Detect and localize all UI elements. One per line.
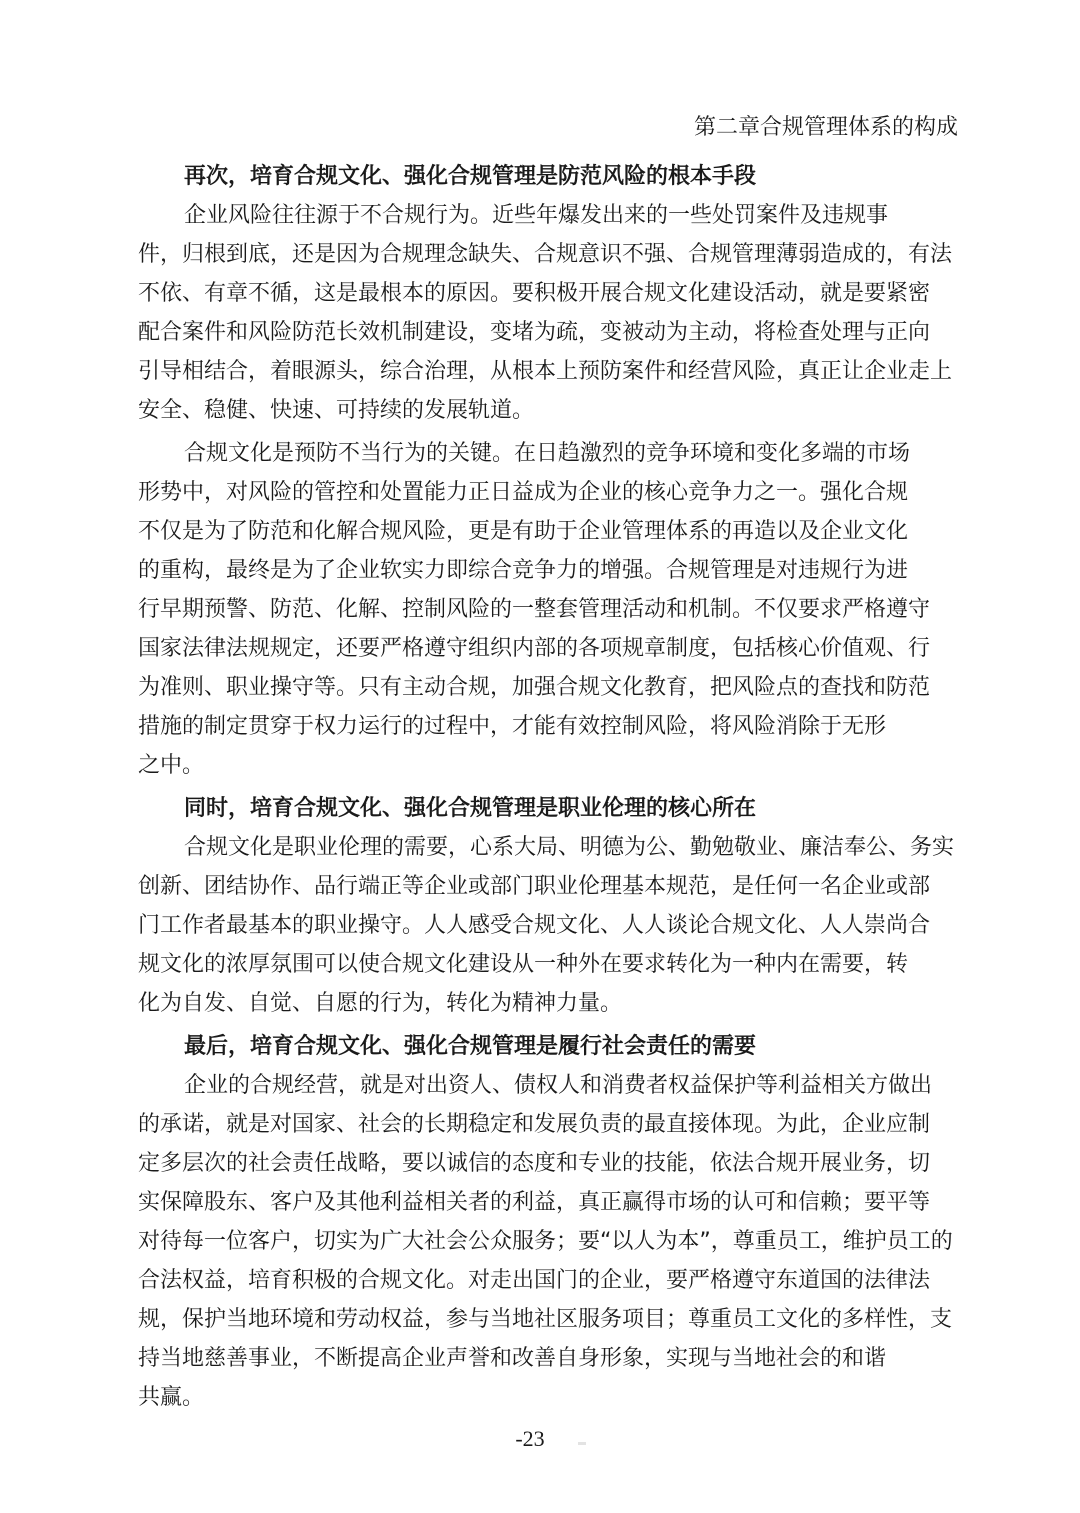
text-line: 不仅是为了防范和化解合规风险，更是有助于企业管理体系的再造以及企业文化 [138,519,909,544]
text-line: 行早期预警、防范、化解、控制风险的一整套管理活动和机制。不仅要求严格遵守 [138,597,931,622]
text-line: 之中。 [138,753,205,778]
text-line: 持当地慈善事业，不断提高企业声誉和改善自身形象，实现与当地社会的和谐 [138,1346,887,1371]
section-heading: 再次，培育合规文化、强化合规管理是防范风险的根本手段 [184,164,757,189]
text-line: 的重构，最终是为了企业软实力即综合竞争力的增强。合规管理是对违规行为进 [138,558,909,583]
text-line: 创新、团结协作、品行端正等企业或部门职业伦理基本规范，是任何一名企业或部 [138,874,931,899]
text-line: 实保障股东、客户及其他利益相关者的利益，真正赢得市场的认可和信赖；要平等 [138,1190,931,1215]
scan-speck [578,1442,586,1445]
text-line: 定多层次的社会责任战略，要以诚信的态度和专业的技能，依法合规开展业务，切 [138,1151,931,1176]
text-line: 件，归根到底，还是因为合规理念缺失、合规意识不强、合规管理薄弱造成的，有法 [138,242,953,267]
page-number: -23 [515,1426,545,1451]
section-heading: 最后，培育合规文化、强化合规管理是履行社会责任的需要 [184,1034,757,1059]
text-line: 化为自发、自觉、自愿的行为，转化为精神力量。 [138,991,623,1016]
text-line: 共赢。 [138,1385,205,1410]
text-line: 国家法律法规规定，还要严格遵守组织内部的各项规章制度，包括核心价值观、行 [138,636,931,661]
text-line: 规，保护当地环境和劳动权益，参与当地社区服务项目；尊重员工文化的多样性，支 [138,1307,953,1332]
text-line: 形势中，对风险的管控和处置能力正日益成为企业的核心竞争力之一。强化合规 [138,480,909,505]
text-line: 不依、有章不循，这是最根本的原因。要积极开展合规文化建设活动，就是要紧密 [138,281,931,306]
text-line: 配合案件和风险防范长效机制建设，变堵为疏，变被动为主动，将检查处理与正向 [138,320,931,345]
text-line: 合规文化是预防不当行为的关键。在日趋激烈的竞争环境和变化多端的市场 [184,441,911,466]
text-line: 门工作者最基本的职业操守。人人感受合规文化、人人谈论合规文化、人人崇尚合 [138,913,931,938]
text-line: 企业的合规经营，就是对出资人、债权人和消费者权益保护等利益相关方做出 [184,1073,933,1098]
text-line: 合法权益，培育积极的合规文化。对走出国门的企业，要严格遵守东道国的法律法 [138,1268,931,1293]
page-body [138,157,958,1417]
text-line: 合规文化是职业伦理的需要，心系大局、明德为公、勤勉敬业、廉洁奉公、务实 [184,835,955,860]
text-line: 的承诺，就是对国家、社会的长期稳定和发展负责的最直接体现。为此，企业应制 [138,1112,931,1137]
section-heading: 同时，培育合规文化、强化合规管理是职业伦理的核心所在 [184,796,757,821]
text-line: 为准则、职业操守等。只有主动合规，加强合规文化教育，把风险点的查找和防范 [138,675,931,700]
text-line: 对待每一位客户，切实为广大社会公众服务；要“以人为本”，尊重员工，维护员工的 [138,1229,953,1254]
text-line: 企业风险往往源于不合规行为。近些年爆发出来的一些处罚案件及违规事 [184,203,889,228]
paragraph [138,434,958,785]
running-header: 第二章合规管理体系的构成 [693,115,958,140]
paragraph [138,828,958,1023]
paragraph [138,196,958,430]
paragraph [138,1066,958,1417]
text-line: 规文化的浓厚氛围可以使合规文化建设从一种外在要求转化为一种内在需要，转 [138,952,909,977]
text-line: 引导相结合，着眼源头，综合治理，从根本上预防案件和经营风险，真正让企业走上 [138,359,953,384]
text-line: 安全、稳健、快速、可持续的发展轨道。 [138,398,535,423]
text-line: 措施的制定贯穿于权力运行的过程中，才能有效控制风险，将风险消除于无形 [138,714,887,739]
